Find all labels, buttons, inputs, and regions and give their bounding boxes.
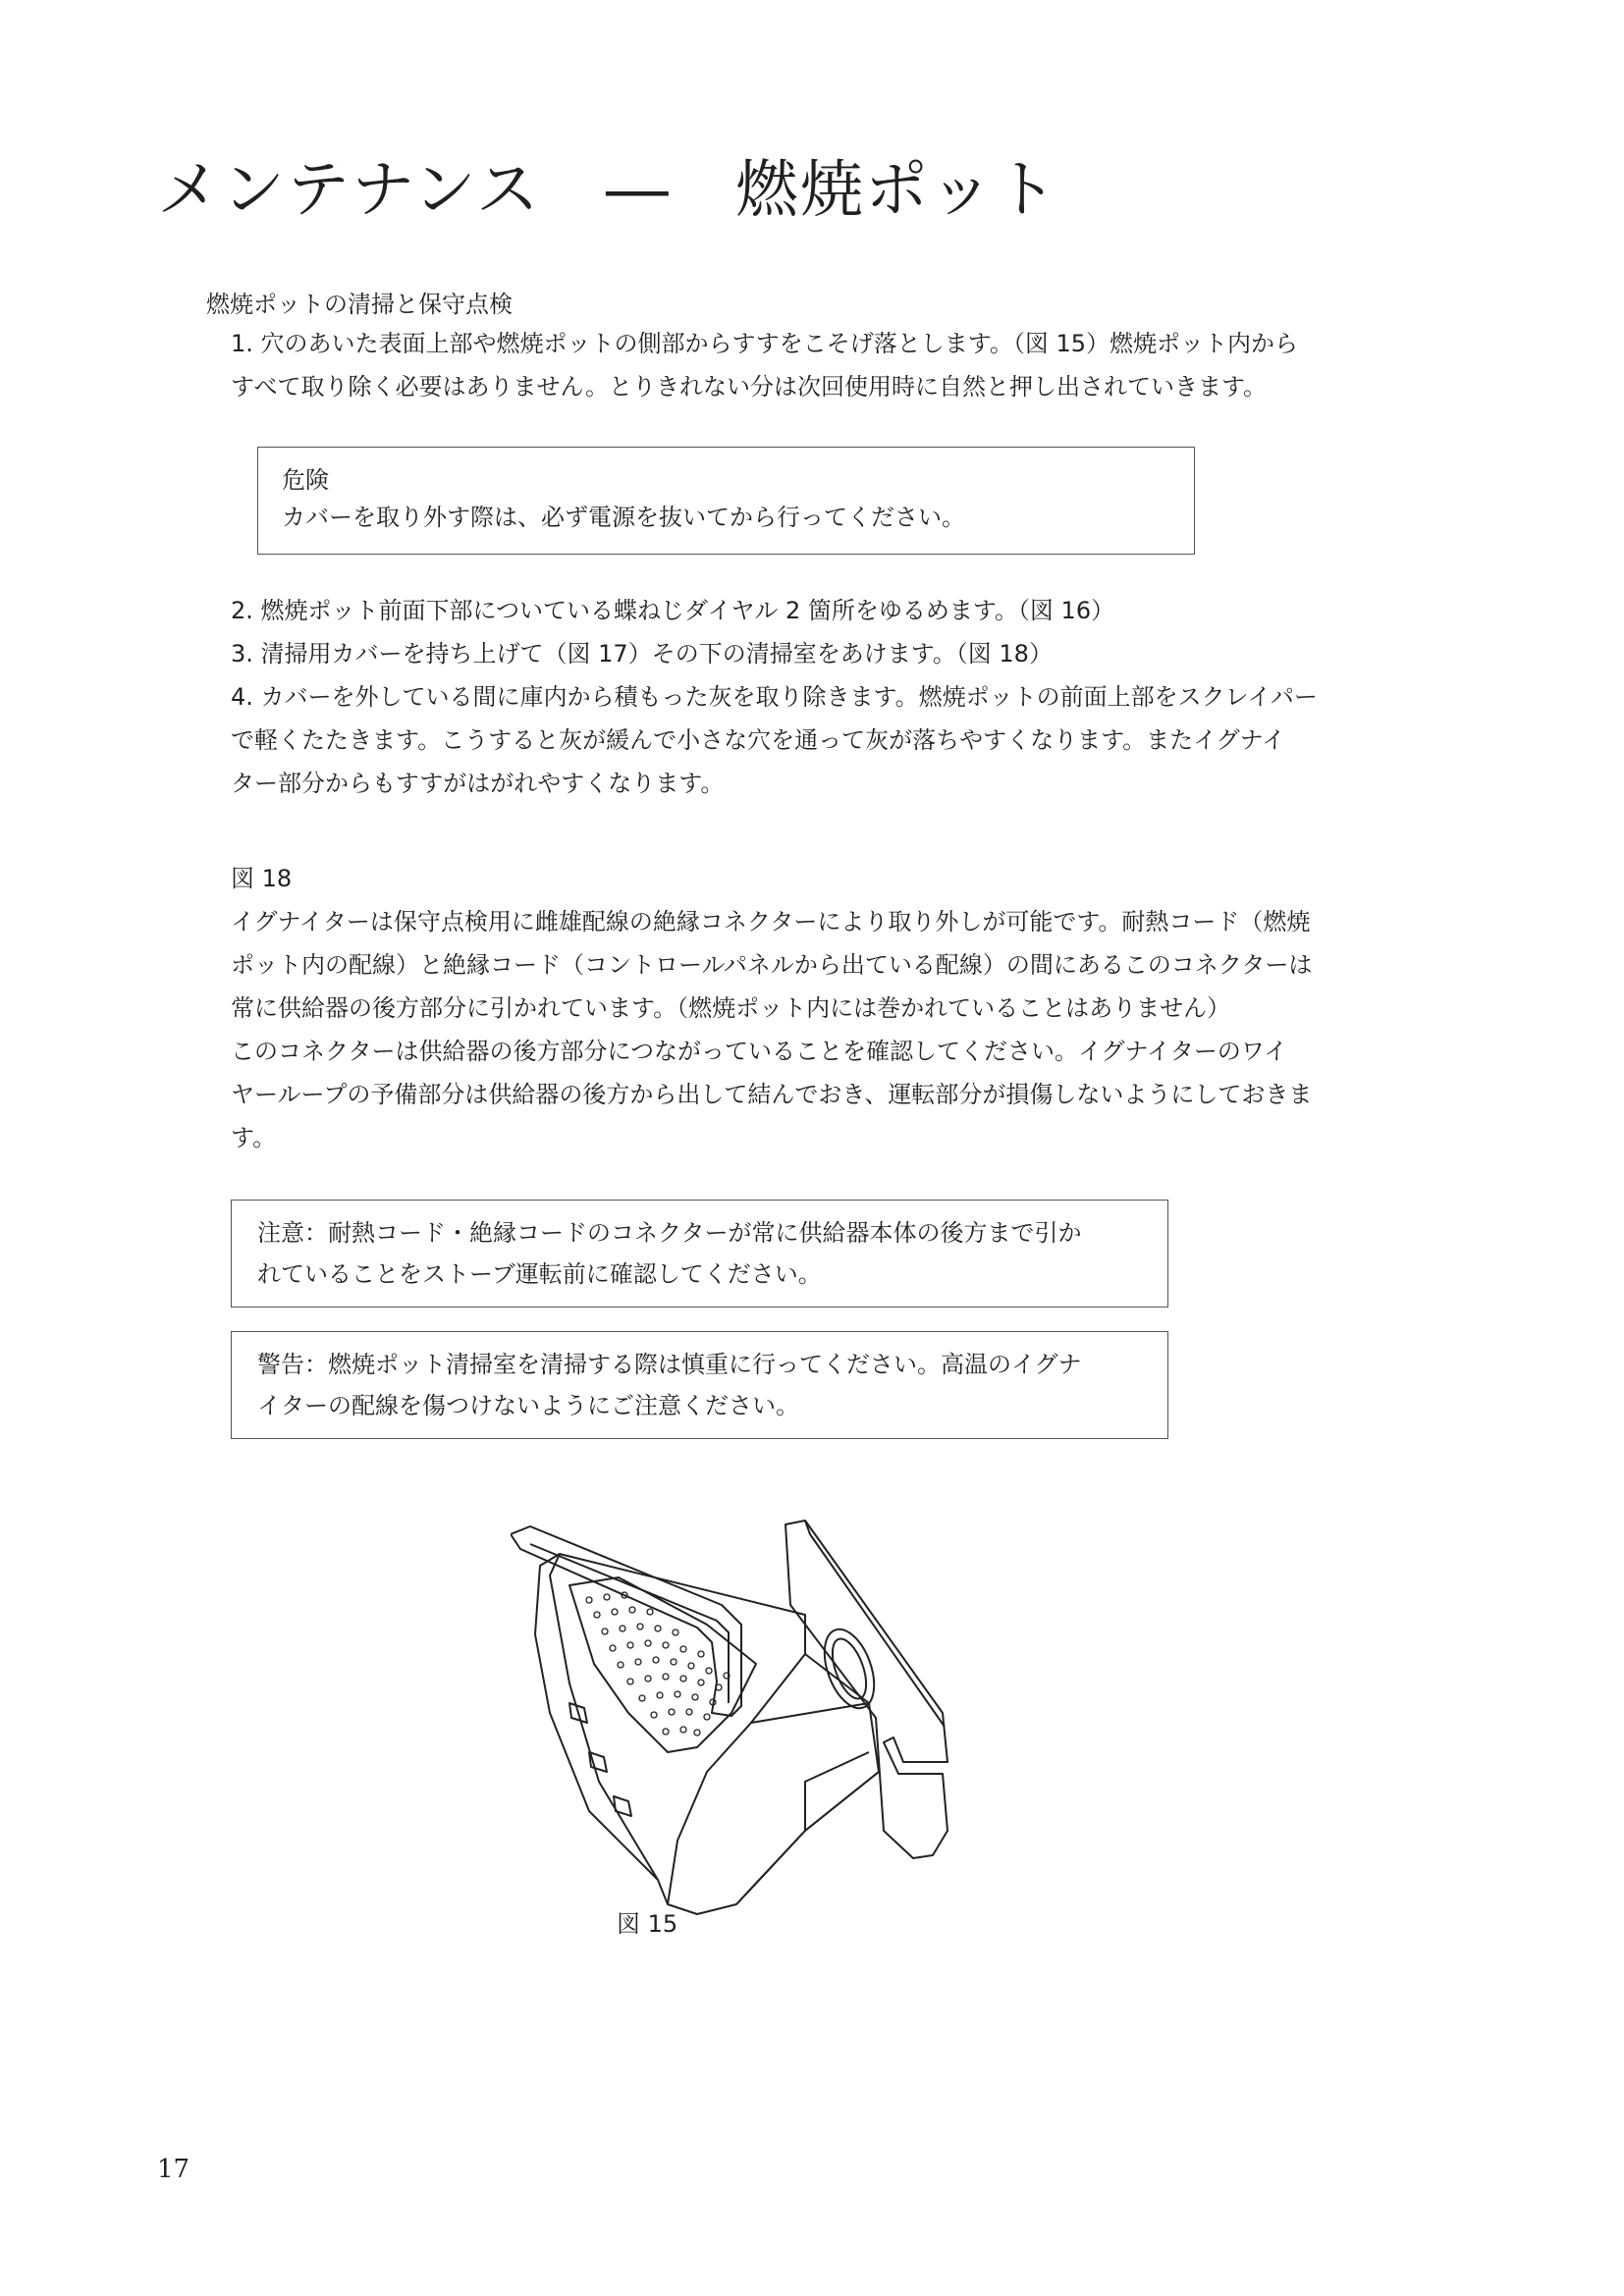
step-2: 2. 燃焼ポット前面下部についている蝶ねじダイヤル 2 箇所をゆるめます。（図 16） xyxy=(231,597,1115,624)
step-1-line: 1. 穴のあいた表面上部や燃焼ポットの側部からすすをこそげ落とします。（図 15）燃焼ポット内から xyxy=(231,330,1299,357)
caution-line: れていることをストーブ運転前に確認してください。 xyxy=(257,1260,822,1288)
danger-text: カバーを取り外す際は、必ず電源を抜いてから行ってください。 xyxy=(282,504,965,531)
warning-box xyxy=(231,1331,1168,1439)
fig18-line: ヤーループの予備部分は供給器の後方から出して結んでおき、運転部分が損傷しないようにしておきま xyxy=(231,1081,1313,1108)
caution-line: 注意：耐熱コード・絶縁コードのコネクターが常に供給器本体の後方まで引か xyxy=(257,1219,1082,1247)
warning-line: 警告：燃焼ポット清掃室を清掃する際は慎重に行ってください。高温のイグナ xyxy=(257,1351,1082,1378)
danger-box xyxy=(257,447,1195,555)
fig18-line: イグナイターは保守点検用に雌雄配線の絶縁コネクターにより取り外しが可能です。耐熱コード（燃焼 xyxy=(231,908,1311,935)
step-4-line: で軽くたたきます。こうすると灰が緩んで小さな穴を通って灰が落ちやすくなります。またイグナイ xyxy=(231,726,1285,754)
page-number: 17 xyxy=(157,2155,190,2184)
steps-list xyxy=(231,589,1318,805)
figure-caption: 図 15 xyxy=(617,1910,678,1938)
step-1-line: すべて取り除く必要はありません。とりきれない分は次回使用時に自然と押し出されていきます。 xyxy=(231,373,1268,400)
section-heading: 燃焼ポットの清掃と保守点検 xyxy=(206,291,513,318)
fig18-line: このコネクターは供給器の後方部分につながっていることを確認してください。イグナイターのワイ xyxy=(231,1038,1288,1065)
caution-box xyxy=(231,1200,1168,1308)
step-3: 3. 清掃用カバーを持ち上げて（図 17）その下の清掃室をあけます。（図 18） xyxy=(231,640,1053,667)
perforation-holes xyxy=(586,1592,730,1735)
step-4-line: ター部分からもすすがはがれやすくなります。 xyxy=(231,770,725,797)
burn-pot-illustration xyxy=(511,1517,962,1929)
pot-body xyxy=(535,1554,879,1914)
fig18-label: 図 18 xyxy=(231,865,293,892)
fig18-line: す。 xyxy=(231,1124,277,1151)
step-4-line: 4. カバーを外している間に庫内から積もった灰を取り除きます。燃焼ポットの前面上部をスクレイパー xyxy=(231,683,1318,711)
step-1 xyxy=(231,322,1298,408)
fig18-line: 常に供給器の後方部分に引かれています。（燃焼ポット内には巻かれていることはありません） xyxy=(231,994,1231,1022)
warning-line: イターの配線を傷つけないようにご注意ください。 xyxy=(257,1392,799,1419)
danger-label: 危険 xyxy=(282,466,329,494)
fig18-line: ポット内の配線）と絶縁コード（コントロールパネルから出ている配線）の間にあるこのコネクターは xyxy=(231,951,1313,979)
page-title: メンテナンス ― 燃焼ポット xyxy=(157,154,1059,227)
fig18-section xyxy=(231,857,1312,1159)
